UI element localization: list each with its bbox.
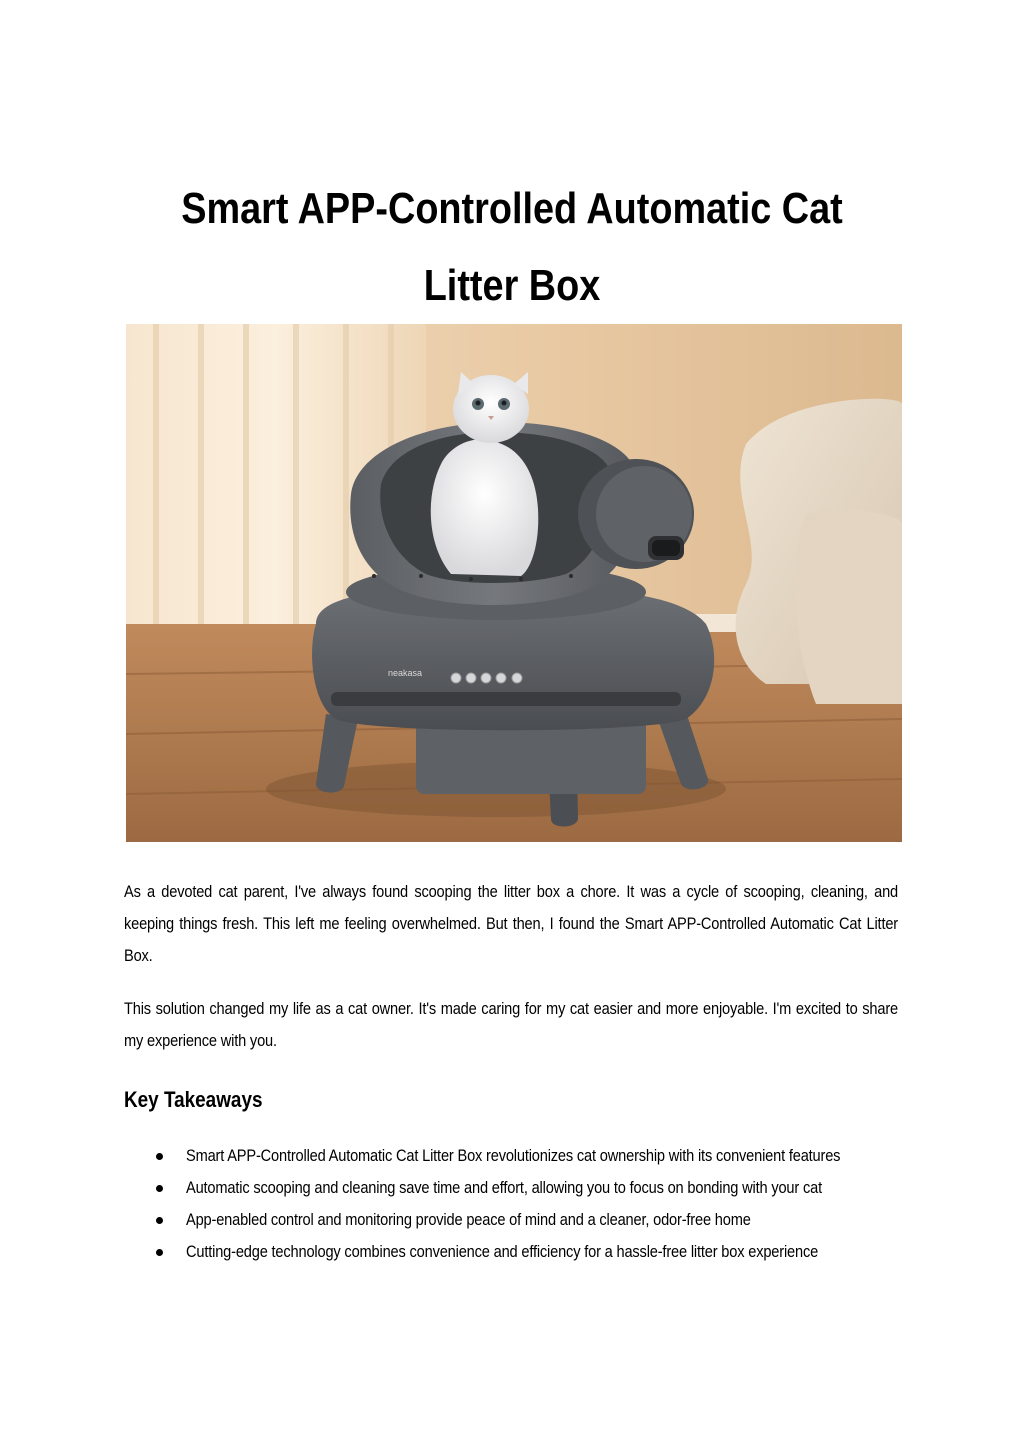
experience-paragraph: This solution changed my life as a cat owner. It's made caring for my cat easier and more enjoyable. I'm excited to share my experience with you. — [124, 999, 898, 1050]
list-item-text: Cutting-edge technology combines convenience and efficiency for a hassle-free litter box experience — [186, 1242, 819, 1261]
product-photo — [126, 324, 902, 842]
list-item-text: Smart APP-Controlled Automatic Cat Litter Box revolutionizes cat ownership with its convenient features — [186, 1146, 841, 1165]
bullet-icon — [156, 1185, 163, 1192]
page-title: Smart APP-Controlled Automatic Cat Litter Box — [181, 184, 843, 310]
bullet-icon — [156, 1249, 163, 1256]
key-takeaways-heading: Key Takeaways — [124, 1087, 263, 1112]
brand-logo: neakasa — [388, 668, 423, 678]
list-item-text: Automatic scooping and cleaning save time and effort, allowing you to focus on bonding with your cat — [186, 1178, 822, 1197]
intro-paragraph: As a devoted cat parent, I've always found scooping the litter box a chore. It was a cycle of scooping, cleaning, and keeping things fresh. This left me feeling overwhelmed. But then, I found the Smart APP-Controlled Automatic Cat Litter Box. — [124, 882, 898, 965]
bullet-icon — [156, 1217, 163, 1224]
list-item-text: App-enabled control and monitoring provide peace of mind and a cleaner, odor-free home — [186, 1210, 751, 1229]
bullet-icon — [156, 1153, 163, 1160]
